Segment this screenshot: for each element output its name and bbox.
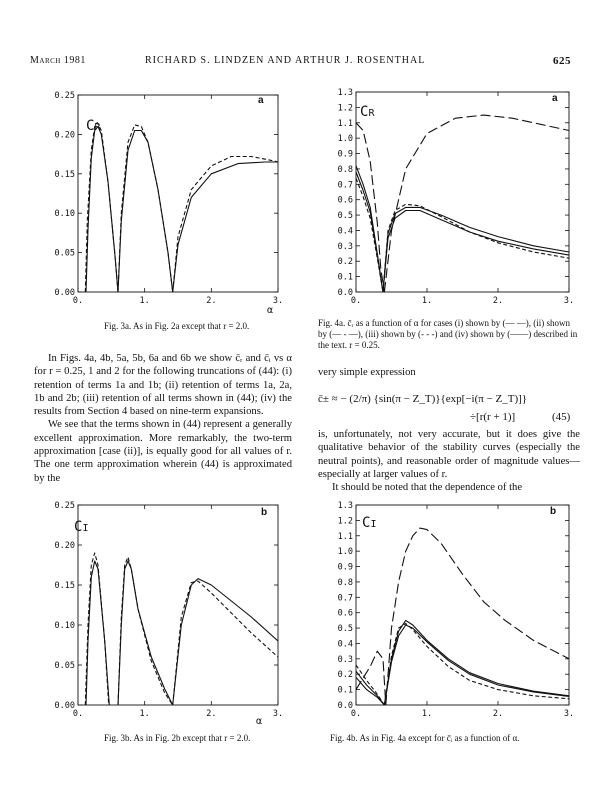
series-line-dashed [173, 581, 278, 705]
y-tick-label: 0.20 [54, 130, 75, 141]
series-line-dashed [356, 665, 384, 705]
series-line-dashed [173, 157, 278, 293]
figure-3b-xlabel: α [256, 716, 263, 727]
y-tick-label: 0.00 [54, 288, 75, 298]
y-tick-label: 0.25 [54, 91, 75, 101]
y-tick-label: 0.10 [54, 621, 75, 631]
running-head-date: March 1981 [30, 55, 86, 66]
y-tick-label: 1.2 [337, 103, 353, 114]
ylabel-subscript: R [94, 122, 101, 133]
y-tick-label: 0.7 [337, 593, 353, 604]
y-tick-label: 0.00 [54, 701, 75, 711]
y-tick-label: 0.0 [337, 701, 353, 711]
y-tick-label: 0.20 [54, 541, 75, 551]
page-number: 625 [553, 55, 571, 67]
paragraph-dependence: It should be noted that the dependence of the [332, 482, 523, 494]
y-tick-label: 0.5 [337, 211, 353, 222]
y-tick-label: 0.0 [337, 288, 353, 298]
x-tick-label: 1. [421, 296, 433, 306]
figure-3a-xlabel: α [267, 305, 274, 316]
y-tick-label: 1.2 [337, 516, 353, 527]
figure-3b-plot [30, 493, 292, 725]
x-tick-label: 2. [492, 296, 504, 306]
x-tick-label: 1. [139, 709, 150, 719]
series-line-longdash [384, 115, 569, 292]
y-tick-label: 1.1 [337, 531, 353, 542]
plot-frame [78, 505, 278, 705]
y-tick-label: 0.1 [337, 272, 353, 283]
x-tick-label: 0. [72, 296, 84, 306]
figure-3a-plot [30, 80, 292, 312]
figure-4b-panel-letter: b [550, 506, 557, 517]
series-line-solid [86, 561, 109, 705]
y-tick-label: 0.05 [54, 248, 75, 259]
x-tick-label: 3. [563, 709, 575, 719]
y-tick-label: 0.05 [54, 661, 75, 671]
y-tick-label: 0.5 [337, 624, 353, 635]
x-tick-label: 3. [272, 709, 284, 719]
series-line-dashed [383, 204, 569, 292]
figure-3b-caption: Fig. 3b. As in Fig. 2b except that r = 2.0. [104, 733, 251, 743]
series-line-solid [356, 172, 383, 292]
figure-3b-ylabel [74, 519, 88, 535]
y-tick-label: 0.15 [54, 169, 75, 180]
ylabel-symbol: C [362, 515, 371, 531]
series-line-solid [86, 127, 118, 293]
x-tick-label: 0. [72, 709, 84, 719]
x-tick-label: 3. [272, 296, 284, 306]
series-line-longdash [386, 528, 569, 705]
figure-3a-panel-letter: a [258, 95, 264, 106]
x-tick-label: 1. [139, 296, 150, 306]
series-line-solid [356, 166, 383, 292]
y-tick-label: 0.2 [337, 257, 353, 268]
y-tick-label: 0.25 [54, 501, 75, 511]
y-tick-label: 1.3 [337, 501, 353, 511]
running-head-authors: RICHARD S. LINDZEN AND ARTHUR J. ROSENTHAL [145, 55, 426, 66]
paragraph-truncations: In Figs. 4a, 4b, 5a, 5b, 6a and 6b we show c̄ᵣ and c̄ᵢ vs α for r = 0.25, 1 and 2 for the following truncations of (44): (i) retention of terms 1a and 1b; (ii) retention of terms 1a, 2a, 1b and 2b; (iii) retention of all terms shown in (44); (iv) the results from Section 4 based on nine-term expansions. [34, 353, 292, 418]
y-tick-label: 0.9 [337, 562, 353, 573]
y-tick-label: 0.3 [337, 654, 353, 665]
figure-3a-caption: Fig. 3a. As in Fig. 2a except that r = 2.0. [104, 321, 250, 331]
figure-3a-ylabel [86, 118, 100, 134]
series-line-dashed [118, 557, 173, 705]
figure-4b-ylabel [362, 515, 376, 531]
x-tick-label: 3. [563, 296, 575, 306]
y-tick-label: 0.8 [337, 577, 353, 588]
ylabel-symbol: C [74, 519, 83, 535]
y-tick-label: 0.3 [337, 241, 353, 252]
figure-4b-plot [314, 493, 576, 725]
figure-4a-panel-letter: a [552, 93, 558, 104]
x-tick-label: 0. [350, 709, 362, 719]
x-tick-label: 1. [421, 709, 433, 719]
figure-3b-panel-letter: b [261, 507, 268, 518]
y-tick-label: 0.7 [337, 180, 353, 191]
y-tick-label: 0.10 [54, 209, 75, 220]
y-tick-label: 0.2 [337, 670, 353, 681]
figure-4b-caption: Fig. 4b. As in Fig. 4a except for c̄ᵢ as a function of α. [330, 733, 520, 743]
y-tick-label: 0.6 [337, 608, 353, 619]
series-line-solid [356, 671, 384, 705]
y-tick-label: 0.4 [337, 639, 353, 650]
figure-4a-caption: Fig. 4a. c̄ᵣ as a function of α for cases (i) shown by (— —), (ii) shown by (— - —), (iii) shown by (- - -) and (iv) shown by (——) described in the text. r = 0.25. [318, 318, 578, 350]
equation-45-line2: ÷[r(r + 1)] [470, 411, 516, 423]
series-line-solid [356, 677, 384, 705]
series-line-solid [118, 561, 173, 705]
y-tick-label: 1.1 [337, 118, 353, 129]
y-tick-label: 0.4 [337, 226, 353, 237]
x-tick-label: 2. [206, 296, 217, 306]
body-right-column [318, 428, 580, 494]
series-line-solid [173, 162, 278, 292]
series-line-dashed [118, 125, 173, 292]
series-line-solid [173, 579, 278, 705]
series-line-solid [384, 625, 569, 705]
equation-45-line1: c̄± ≈ − (2/π) {sin(π − Z_T)}{exp[−i(π − Z_T)]} [318, 393, 528, 405]
y-tick-label: 1.0 [337, 547, 353, 558]
figure-4a-plot [314, 80, 576, 312]
y-tick-label: 1.3 [337, 88, 353, 98]
y-tick-label: 0.1 [337, 685, 353, 696]
paragraph-one-term: is, unfortunately, not very accurate, but it does give the qualitative behavior of the stability curves (especially the neutral points), and reasonable order of magnitude values—especially at larger values of r. [318, 429, 580, 480]
ylabel-subscript: R [368, 108, 375, 119]
y-tick-label: 0.6 [337, 195, 353, 206]
y-tick-label: 0.15 [54, 581, 75, 591]
y-tick-label: 1.0 [337, 134, 353, 145]
ylabel-symbol: C [86, 118, 95, 134]
equation-45-number: (45) [552, 411, 571, 423]
body-right-intro: very simple expression [318, 367, 416, 378]
body-left-column [34, 352, 292, 485]
y-tick-label: 0.9 [337, 149, 353, 160]
series-line-dashed [85, 123, 118, 292]
ylabel-subscript: I [370, 519, 377, 530]
series-line-longdash [356, 651, 386, 705]
x-tick-label: 2. [206, 709, 217, 719]
ylabel-symbol: C [360, 104, 369, 120]
figure-4a-ylabel [360, 104, 374, 120]
x-tick-label: 0. [350, 296, 362, 306]
series-line-solid [118, 131, 173, 293]
series-line-solid [383, 211, 569, 293]
x-tick-label: 2. [492, 709, 504, 719]
series-line-solid [384, 620, 569, 705]
plot-frame [78, 95, 278, 292]
paragraph-approximation: We see that the terms shown in (44) represent a generally excellent approximation. More remarkably, the two-term approximation [case (ii)], is equally good for all values of r. The one term approximation wherein (44) is approximated by the [34, 419, 292, 484]
series-line-dashed [356, 178, 383, 292]
y-tick-label: 0.8 [337, 164, 353, 175]
ylabel-subscript: I [82, 523, 89, 534]
